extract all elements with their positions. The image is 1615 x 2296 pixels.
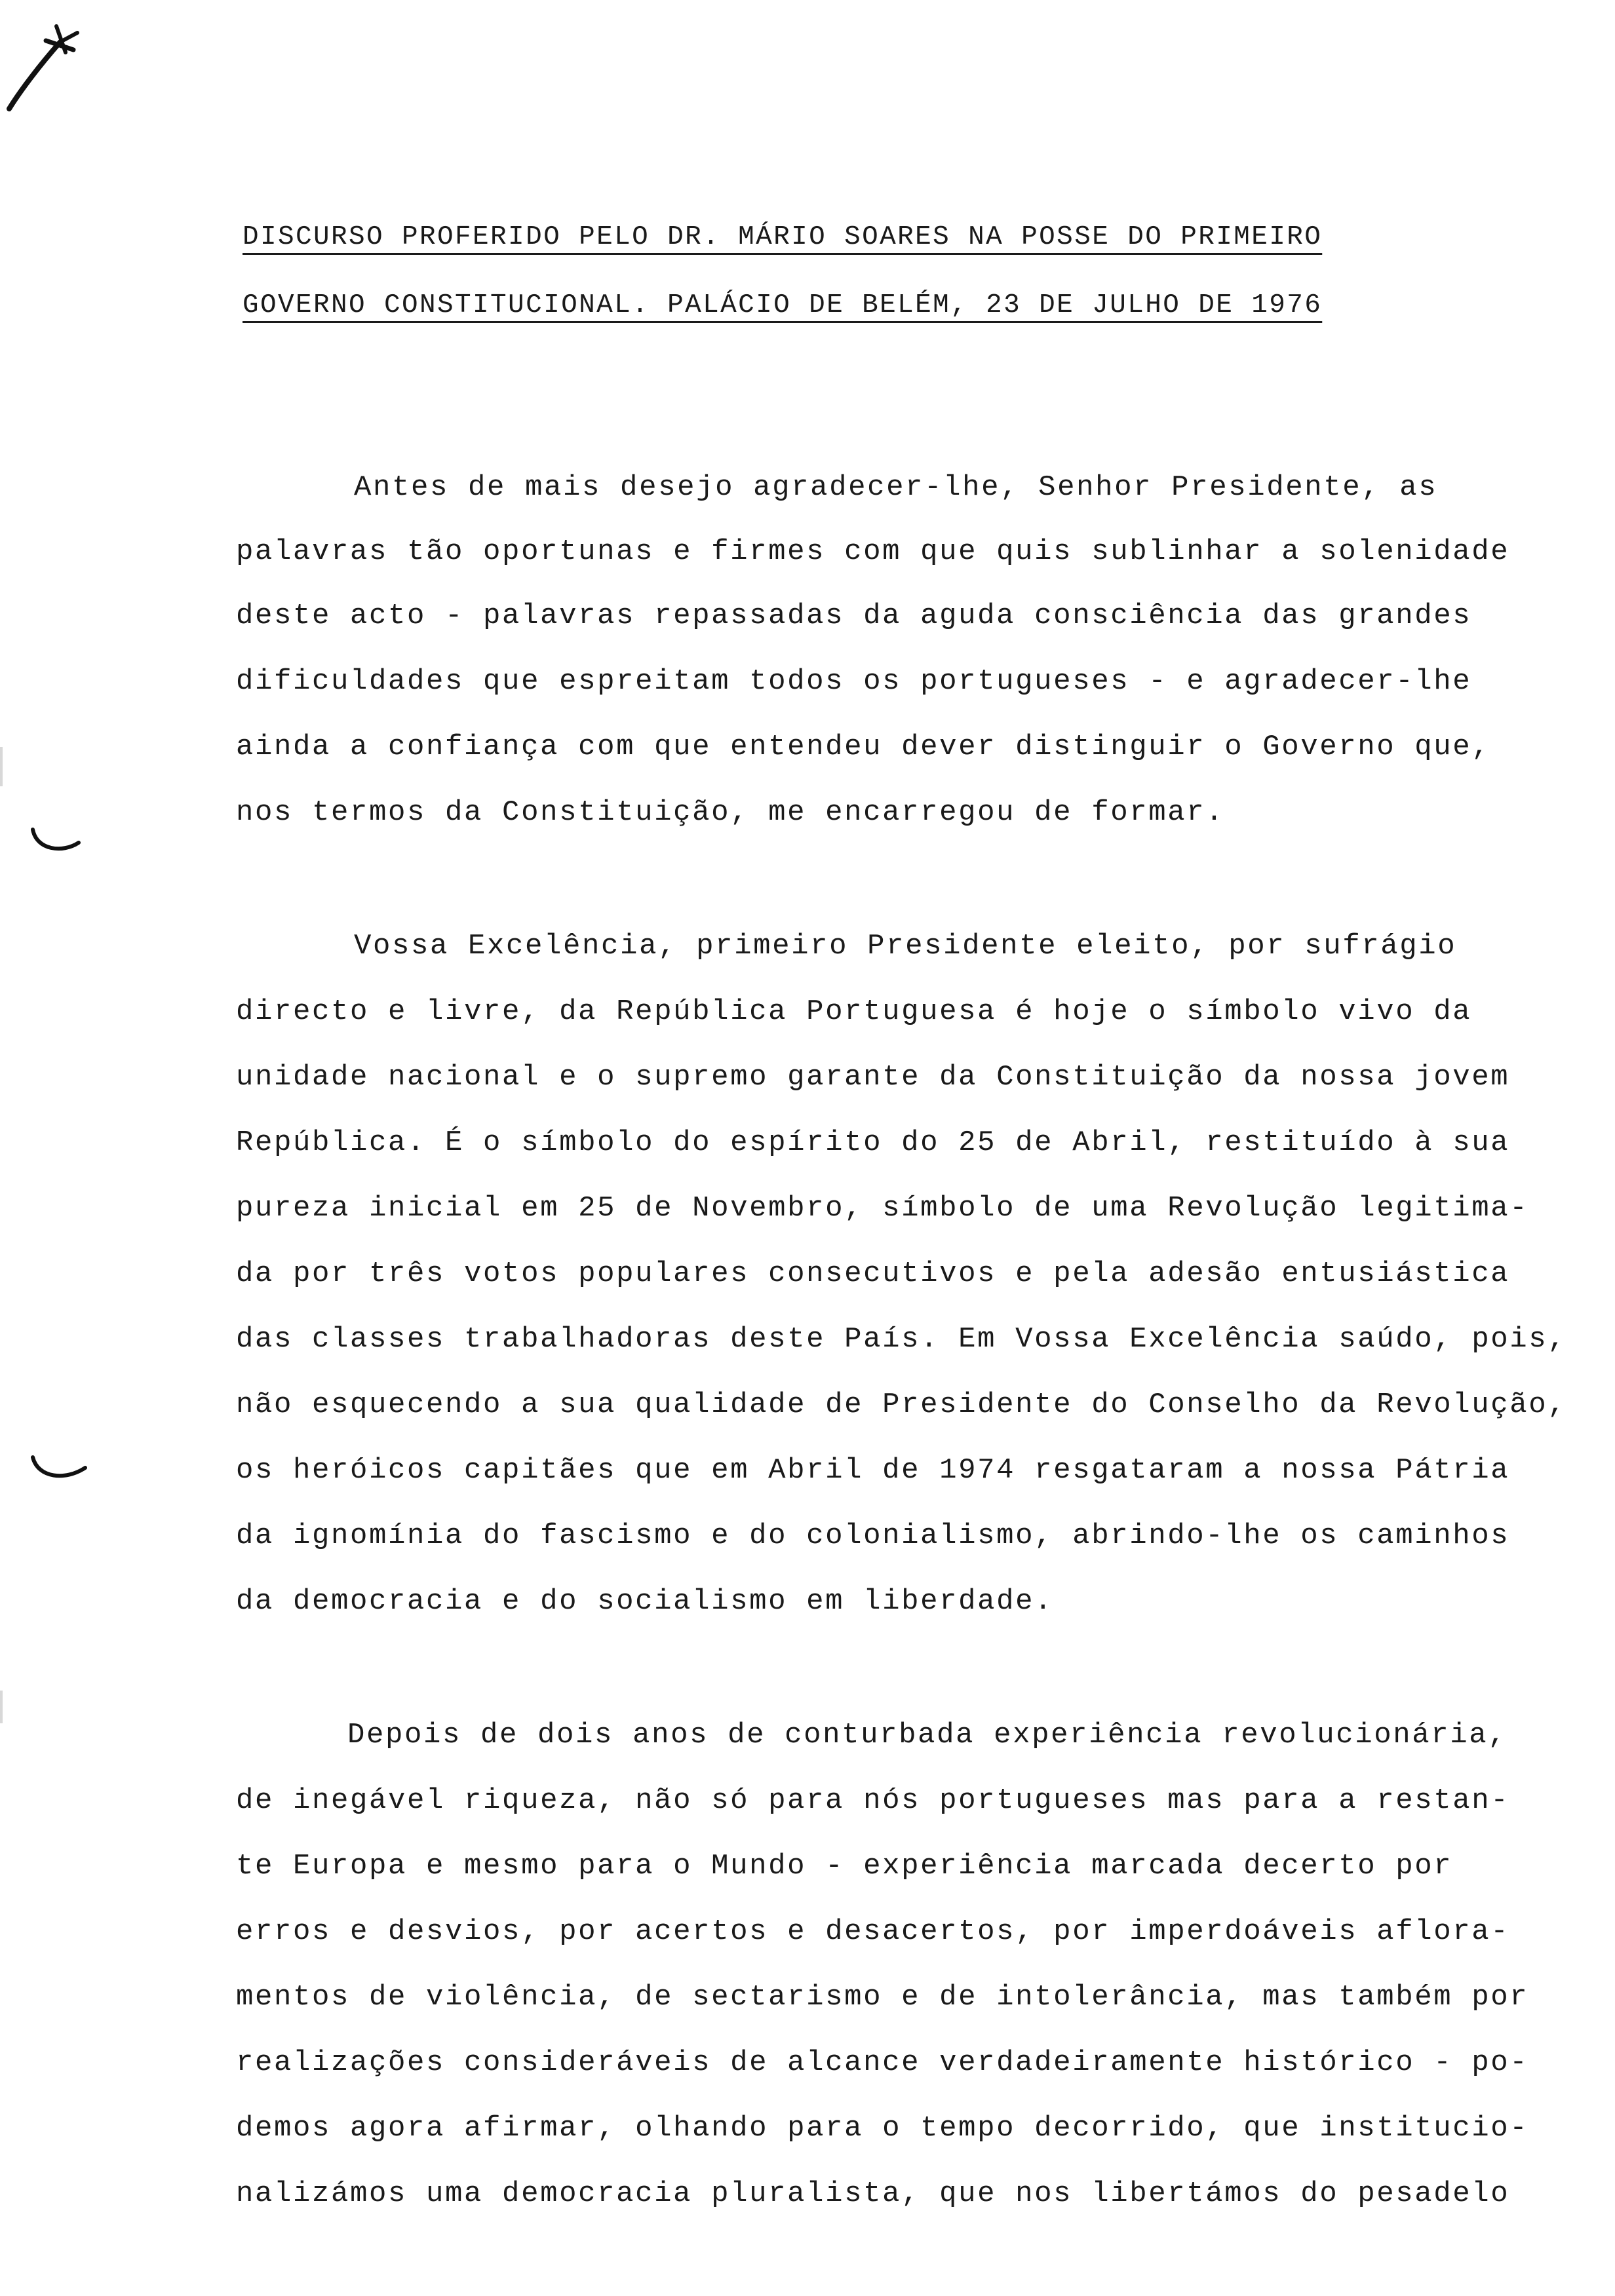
- title-line: GOVERNO CONSTITUCIONAL. PALÁCIO DE BELÉM, 23 DE JULHO DE 1976: [243, 290, 1323, 320]
- text-line: erros e desvios, por acertos e desacertos, por imperdoáveis aflora-: [236, 1915, 1510, 1948]
- text-line: demos agora afirmar, olhando para o tempo decorrido, que institucio-: [236, 2112, 1529, 2145]
- pen-mark-icon: [0, 13, 92, 118]
- text-line: da ignomínia do fascismo e do colonialismo, abrindo-lhe os caminhos: [236, 1520, 1510, 1552]
- binder-mark-icon: [30, 1453, 89, 1483]
- text-line: os heróicos capitães que em Abril de 1974 resgataram a nossa Pátria: [236, 1454, 1510, 1487]
- text-line: de inegável riqueza, não só para nós portugueses mas para a restan-: [236, 1784, 1510, 1817]
- text-line: nos termos da Constituição, me encarregou de formar.: [236, 796, 1225, 829]
- text-line: da por três votos populares consecutivos e pela adesão entusiástica: [236, 1257, 1510, 1290]
- edge-mark: [0, 1691, 3, 1723]
- text-line: ainda a confiança com que entendeu dever distinguir o Governo que,: [236, 731, 1491, 763]
- binder-mark-icon: [30, 826, 83, 856]
- edge-mark: [0, 747, 3, 786]
- text-line: das classes trabalhadoras deste País. Em Vossa Excelência saúdo, pois,: [236, 1323, 1567, 1356]
- text-line: Depois de dois anos de conturbada experiência revolucionária,: [347, 1719, 1508, 1751]
- text-line: realizações consideráveis de alcance verdadeiramente histórico - po-: [236, 2046, 1529, 2079]
- text-line: pureza inicial em 25 de Novembro, símbolo de uma Revolução legitima-: [236, 1192, 1529, 1225]
- text-line: te Europa e mesmo para o Mundo - experiência marcada decerto por: [236, 1850, 1453, 1883]
- text-line: palavras tão oportunas e firmes com que quis sublinhar a solenidade: [236, 535, 1510, 568]
- text-line: unidade nacional e o supremo garante da Constituição da nossa jovem: [236, 1061, 1510, 1094]
- text-line: deste acto - palavras repassadas da aguda consciência das grandes: [236, 600, 1472, 632]
- text-line: Vossa Excelência, primeiro Presidente eleito, por sufrágio: [354, 930, 1457, 963]
- text-line: directo e livre, da República Portuguesa é hoje o símbolo vivo da: [236, 995, 1472, 1028]
- text-line: República. É o símbolo do espírito do 25 de Abril, restituído à sua: [236, 1126, 1510, 1159]
- text-line: dificuldades que espreitam todos os portugueses - e agradecer-lhe: [236, 665, 1472, 698]
- text-line: Antes de mais desejo agradecer-lhe, Senhor Presidente, as: [354, 471, 1438, 504]
- text-line: não esquecendo a sua qualidade de Presidente do Conselho da Revolução,: [236, 1388, 1567, 1421]
- text-line: mentos de violência, de sectarismo e de intolerância, mas também por: [236, 1981, 1529, 2014]
- text-line: nalizámos uma democracia pluralista, que nos libertámos do pesadelo: [236, 2177, 1510, 2210]
- text-line: da democracia e do socialismo em liberdade.: [236, 1585, 1054, 1618]
- title-line: DISCURSO PROFERIDO PELO DR. MÁRIO SOARES NA POSSE DO PRIMEIRO: [243, 222, 1323, 252]
